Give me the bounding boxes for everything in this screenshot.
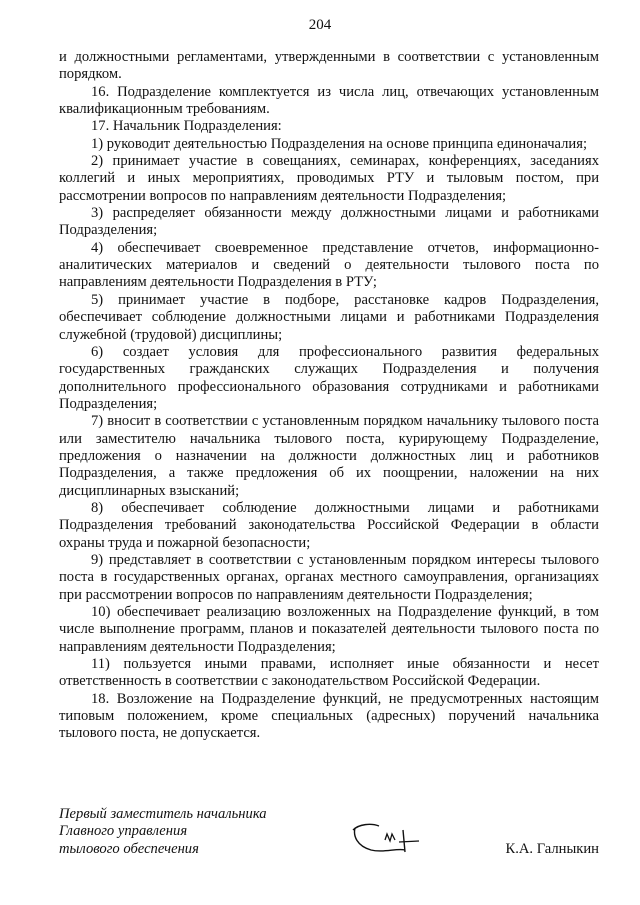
paragraph: 7) вносит в соответствии с установленным порядком начальнику тылового поста или заместителю начальника тылового поста, курирующему Подразделение, предложения о назначении на должности должностных лиц и работников Подразделения, а также предложения об их поощрении, наложении на них дисциплинарных взысканий; [59,413,599,499]
body-text [59,49,599,743]
paragraph: 18. Возложение на Подразделение функций, не предусмотренных настоящим типовым положением, кроме специальных (адресных) поручений начальника тылового поста, не допускается. [59,690,599,742]
paragraph: 17. Начальник Подразделения: [91,118,282,135]
paragraph: 11) пользуется иными правами, исполняет иные обязанности и несет ответственность в соответствии с законодательством Российской Федерации. [59,656,599,690]
paragraph: 3) распределяет обязанности между должностными лицами и работниками Подразделения; [59,205,599,239]
signatory-position-line: Первый заместитель начальника [59,806,267,822]
page-number: 204 [308,17,332,33]
paragraph: 10) обеспечивает реализацию возложенных на Подразделение функций, в том числе выполнение программ, планов и показателей деятельности тылового поста по направлениям деятельности Подразделения; [59,604,599,655]
paragraph: 16. Подразделение комплектуется из числа лиц, отвечающих установленным квалификационным требованиям. [59,83,599,118]
signatory-position-line: тылового обеспечения [59,840,199,857]
paragraph: 2) принимает участие в совещаниях, семинарах, конференциях, заседаниях коллегий и иных мероприятиях, проводимых РТУ и тыловым постом, при рассмотрении вопросов по направлениям деятельности Подразделения; [59,153,599,204]
paragraph: 5) принимает участие в подборе, расстановке кадров Подразделения, обеспечивает соблюдение должностными лицами и работниками Подразделения служебной (трудовой) дисциплины; [59,291,599,343]
handwritten-signature [349,820,439,856]
paragraph: 4) обеспечивает своевременное представление отчетов, информационно-аналитических материалов и сведений о деятельности тылового поста по направлениям деятельности Подразделения в РТУ; [59,239,599,291]
paragraph: 1) руководит деятельностью Подразделения на основе принципа единоначалия; [91,135,588,152]
signatory-name: К.А. Галныкин [505,841,599,857]
paragraph: 6) создает условия для профессионального развития федеральных государственных гражданских служащих Подразделения и получения дополнительного профессионального образования сотрудниками и работниками Подразделения; [59,343,599,412]
paragraph: 8) обеспечивает соблюдение должностными лицами и работниками Подразделения требований законодательства Российской Федерации в области охраны труда и пожарной безопасности; [59,499,599,551]
paragraph: и должностными регламентами, утвержденными в соответствии с установленным порядком. [59,49,599,83]
signatory-position-line: Главного управления [59,823,188,840]
signature-block [59,806,599,876]
paragraph: 9) представляет в соответствии с установленным порядком интересы тылового поста в государственных органах, органах местного самоуправления, организациях при рассмотрении вопросов по направлениям деятельности Подразделения; [59,551,599,603]
